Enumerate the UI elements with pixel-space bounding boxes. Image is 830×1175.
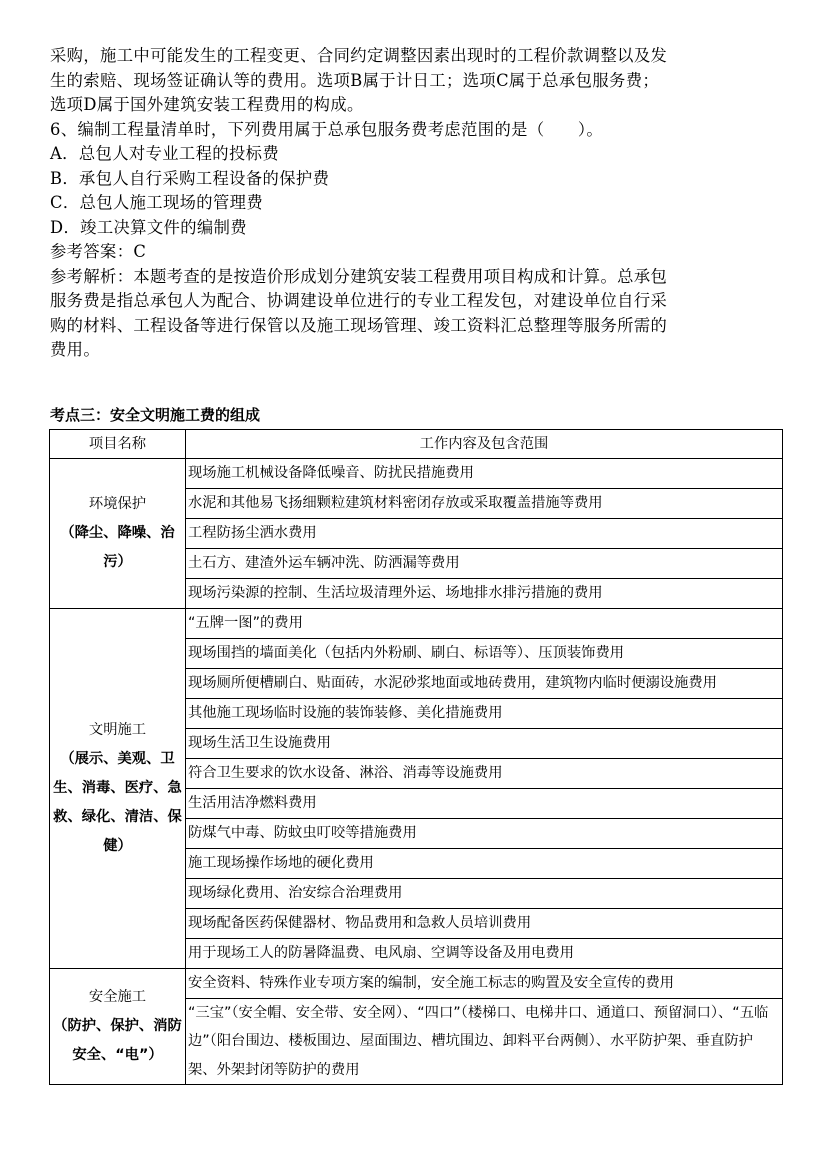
analysis-line: 费用。 (50, 340, 101, 359)
intro-line: 生的索赔、现场签证确认等的费用。选项B属于计日工；选项C属于总承包服务费； (50, 70, 660, 90)
category-detail: （降尘、降噪、治污） (60, 525, 175, 570)
category-detail: （防护、保护、消防安全、“电”） (53, 1017, 182, 1063)
table-cell: 现场围挡的墙面美化（包括内外粉刷、刷白、标语等）、压顶装饰费用 (186, 639, 783, 669)
question-option-b: B．承包人自行采购工程设备的保护费 (50, 168, 330, 188)
intro-line: 采购，施工中可能发生的工程变更、合同约定调整因素出现时的工程价款调整以及发 (50, 46, 668, 65)
category-name: 安全施工 (88, 988, 147, 1005)
table-cell: “三宝”（安全帽、安全带、安全网）、“四口”（楼梯口、电梯井口、通道口、预留洞口）、“五临边”（阳台围边、楼板围边、屋面围边、槽坑围边、卸料平台两侧）、水平防护架、垂直防护架、外架封闭等防护的费用 (186, 998, 783, 1085)
category-detail: （展示、美观、卫生、消毒、医疗、急救、绿化、清洁、保健） (53, 750, 182, 854)
category-name: 文明施工 (88, 721, 147, 738)
table-row (50, 459, 783, 489)
table-cell: 现场绿化费用、治安综合治理费用 (186, 878, 783, 908)
section-title: 考点三：安全文明施工费的组成 (50, 406, 261, 424)
table-cell: 施工现场操作场地的硬化费用 (186, 848, 783, 878)
table-header-row (50, 430, 783, 459)
intro-line: 选项D属于国外建筑安装工程费用的构成。 (50, 95, 364, 114)
header-item-name: 项目名称 (50, 430, 186, 459)
table-cell: 安全资料、特殊作业专项方案的编制，安全施工标志的购置及安全宣传的费用 (186, 968, 783, 998)
analysis-line: 参考解析：本题考查的是按造价形成划分建筑安装工程费用项目构成和计算。总承包 (50, 266, 668, 286)
answer: 参考答案：C (50, 242, 147, 261)
category-cell (50, 968, 186, 1085)
question-option-d: D．竣工决算文件的编制费 (50, 217, 247, 237)
document-body (50, 44, 783, 363)
question-option-c: C．总包人施工现场的管理费 (50, 193, 264, 212)
table-cell: “五牌一图”的费用 (186, 609, 783, 639)
analysis-line: 购的材料、工程设备等进行保管以及施工现场管理、竣工资料汇总整理等服务所需的 (50, 315, 668, 335)
table-cell: 工程防扬尘洒水费用 (186, 519, 783, 549)
table-cell: 符合卫生要求的饮水设备、淋浴、消毒等设施费用 (186, 758, 783, 788)
table-cell: 现场施工机械设备降低噪音、防扰民措施费用 (186, 459, 783, 489)
table-cell: 现场生活卫生设施费用 (186, 728, 783, 758)
table-cell: 防煤气中毒、防蚊虫叮咬等措施费用 (186, 818, 783, 848)
category-name: 环境保护 (88, 496, 147, 512)
question-option-a: A．总包人对专业工程的投标费 (50, 144, 280, 163)
table-cell: 土石方、建渣外运车辆冲洗、防洒漏等费用 (186, 549, 783, 579)
table-row (50, 609, 783, 639)
table-cell: 生活用洁净燃料费用 (186, 788, 783, 818)
category-cell (50, 459, 186, 609)
table-cell: 水泥和其他易飞扬细颗粒建筑材料密闭存放或采取覆盖措施等费用 (186, 489, 783, 519)
table-cell: 其他施工现场临时设施的装饰装修、美化措施费用 (186, 698, 783, 728)
analysis-line: 服务费是指总承包人为配合、协调建设单位进行的专业工程发包，对建设单位自行采 (50, 291, 668, 310)
cost-table (49, 429, 783, 1085)
question-stem: 6、编制工程量清单时，下列费用属于总承包服务费考虑范围的是（ ）。 (50, 119, 604, 139)
table-row (50, 968, 783, 998)
category-cell (50, 609, 186, 969)
table-cell: 现场厕所便槽刷白、贴面砖，水泥砂浆地面或地砖费用，建筑物内临时便溺设施费用 (186, 669, 783, 699)
table-cell: 现场污染源的控制、生活垃圾清理外运、场地排水排污措施的费用 (186, 579, 783, 609)
table-cell: 用于现场工人的防暑降温费、电风扇、空调等设备及用电费用 (186, 938, 783, 968)
table-cell: 现场配备医药保健器材、物品费用和急救人员培训费用 (186, 908, 783, 938)
header-scope: 工作内容及包含范围 (186, 430, 783, 459)
